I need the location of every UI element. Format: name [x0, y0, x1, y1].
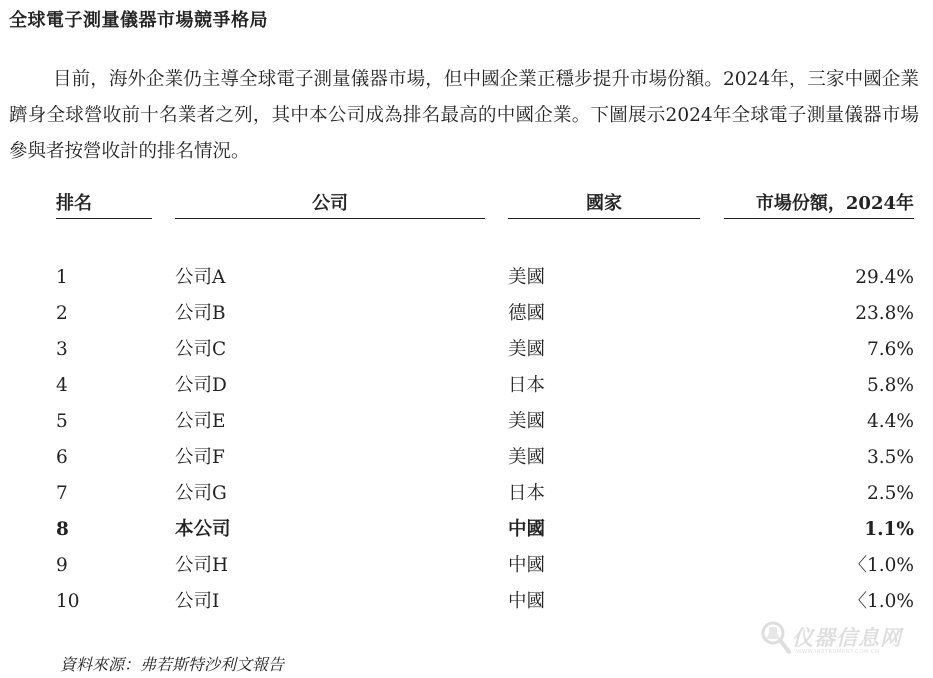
rank-cell: 3: [56, 339, 68, 360]
company-cell: 公司G: [175, 483, 227, 504]
country-cell: 中國: [508, 591, 546, 612]
rank-cell: 6: [56, 447, 68, 468]
table-row-highlighted: [0, 512, 933, 548]
share-cell: 〈1.0%: [848, 591, 914, 612]
rank-cell: 7: [56, 483, 68, 504]
rank-cell: 9: [56, 555, 68, 576]
table-row: [0, 296, 933, 332]
rank-cell: 10: [56, 591, 80, 612]
table-row: [0, 548, 933, 584]
rank-cell: 2: [56, 303, 68, 324]
intro-paragraph: 目前，海外企業仍主導全球電子測量儀器市場，但中國企業正穩步提升市場份額。2024年，三家中國企業躋身全球營收前十名業者之列，其中本公司成為排名最高的中國企業。下圖展示2024年全球電子測量儀器市場參與者按營收計的排名情況。: [9, 69, 919, 162]
table-row: [0, 476, 933, 512]
country-cell: 德國: [508, 303, 546, 324]
table-header: [0, 190, 933, 222]
share-cell: 2.5%: [867, 483, 914, 504]
rank-cell: 1: [56, 267, 68, 288]
header-market-share: 市場份額，2024年: [724, 190, 914, 219]
country-cell: 日本: [508, 375, 546, 396]
company-cell: 本公司: [175, 519, 231, 540]
share-cell: 7.6%: [867, 339, 914, 360]
header-rank: 排名: [56, 190, 152, 219]
company-cell: 公司D: [175, 375, 227, 396]
magnifier-flask-icon: [758, 618, 792, 660]
share-cell: 4.4%: [867, 411, 914, 432]
company-cell: 公司E: [175, 411, 226, 432]
watermark-logo: [758, 618, 918, 664]
table-row: [0, 332, 933, 368]
company-cell: 公司I: [175, 591, 220, 612]
country-cell: 美國: [508, 267, 546, 288]
section-heading: 全球電子測量儀器市場競爭格局: [9, 10, 268, 31]
table-row: [0, 404, 933, 440]
rank-cell: 4: [56, 375, 68, 396]
country-cell: 美國: [508, 411, 546, 432]
source-note: 資料來源：弗若斯特沙利文報告: [60, 655, 285, 674]
watermark-text: 仪器信息网: [792, 626, 902, 650]
share-cell: 1.1%: [864, 519, 914, 540]
country-cell: 美國: [508, 447, 546, 468]
country-cell: 中國: [508, 519, 546, 540]
company-cell: 公司H: [175, 555, 229, 576]
table-row: [0, 260, 933, 296]
header-company: 公司: [175, 190, 485, 219]
watermark-subtext: WWW.INSTRUMENT.COM.CN: [796, 649, 880, 655]
company-cell: 公司F: [175, 447, 225, 468]
rank-cell: 5: [56, 411, 68, 432]
share-cell: 3.5%: [867, 447, 914, 468]
company-cell: 公司B: [175, 303, 226, 324]
share-cell: 29.4%: [855, 267, 914, 288]
table-row: [0, 440, 933, 476]
company-cell: 公司A: [175, 267, 226, 288]
share-cell: 〈1.0%: [848, 555, 914, 576]
share-cell: 23.8%: [855, 303, 914, 324]
table-row: [0, 584, 933, 620]
header-country: 國家: [508, 190, 700, 219]
table-row: [0, 368, 933, 404]
share-cell: 5.8%: [867, 375, 914, 396]
rank-cell: 8: [56, 519, 69, 540]
country-cell: 美國: [508, 339, 546, 360]
company-cell: 公司C: [175, 339, 227, 360]
country-cell: 日本: [508, 483, 546, 504]
country-cell: 中國: [508, 555, 546, 576]
